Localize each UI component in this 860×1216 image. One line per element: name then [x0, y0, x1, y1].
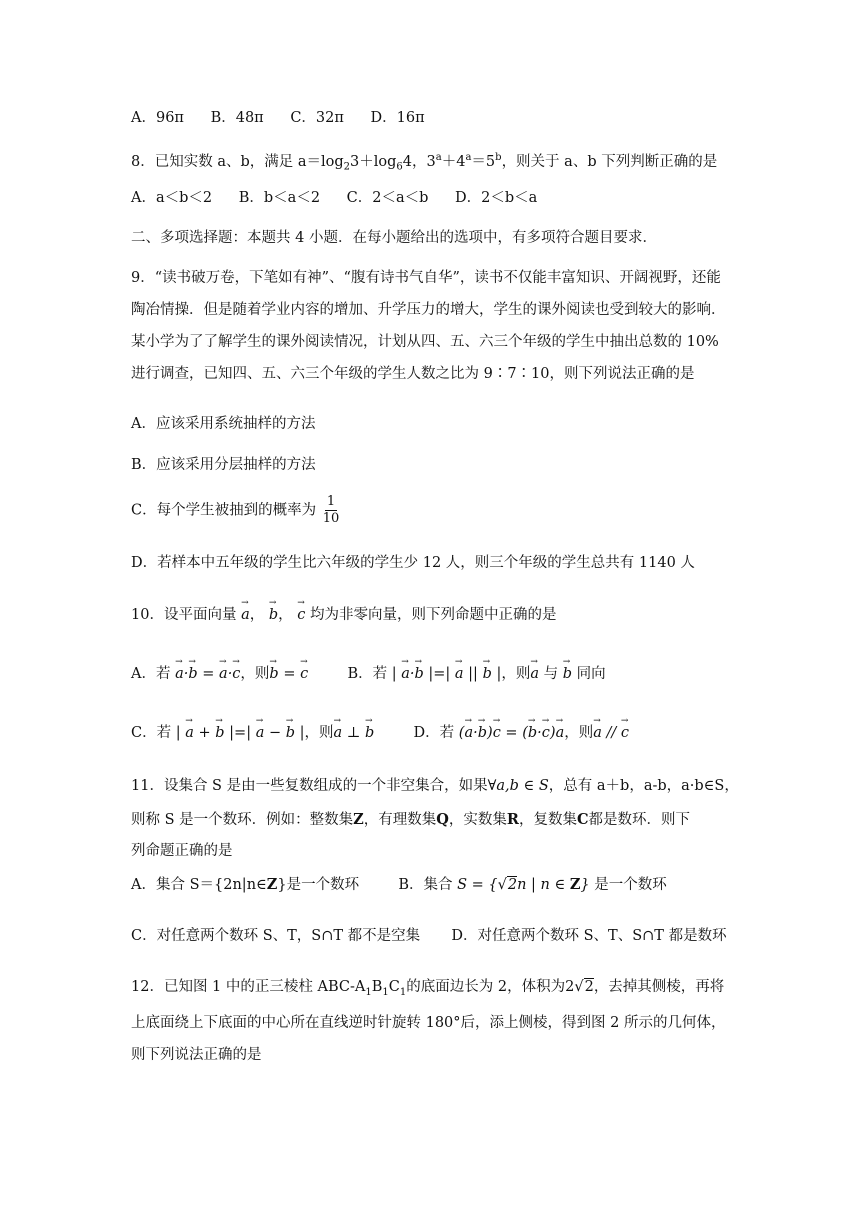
q10-stem-text: 10．设平面向量	[131, 607, 237, 623]
set-c: C	[576, 811, 589, 828]
q8-stem-text: 3＋log	[350, 153, 397, 170]
q8-sup: a	[465, 152, 472, 163]
q11-stem-text: ，实数集	[448, 812, 507, 828]
q8-sub: 6	[396, 161, 403, 173]
set-r: R	[506, 811, 519, 828]
q11-options-cd	[131, 926, 727, 946]
q9-stem: 9．“读书破万卷，下笔如有神”、“腹有诗书气自华”，读书不仅能丰富知识、开阔视野，还能陶冶情操．但是随着学业内容的增加、升学压力的增大，学生的课外阅读也受到较大的影响．某小学为了了解学生的课外阅读情况，计划从四、五、六三个年级的学生中抽出总数的 10%进行调查，已知四、五、六三个年级的学生人数之比为 9∶7∶10，则下列说法正确的是	[131, 270, 726, 382]
q10-option-c-label: C．若	[131, 725, 172, 741]
q12-sub: 1	[365, 986, 372, 998]
q12-stem-text: ，去掉其侧棱，再将	[593, 979, 725, 995]
q11-stem-text: 11．设集合 S 是由一些复数组成的一个非空集合，如果	[131, 778, 488, 794]
q8-stem-text: ＝5	[471, 153, 496, 170]
q12-stem-text: 的底面边长为 2，体积为	[406, 979, 566, 995]
q10-option-d-text: ，则	[564, 725, 594, 741]
q8-stem	[131, 148, 717, 178]
q12-stem-line3: 则下列说法正确的是	[131, 1047, 262, 1063]
q10-option-d-label: D．若	[413, 725, 455, 741]
q8-stem-text: ，则关于 a、b 下列判断正确的是	[501, 153, 718, 170]
q10-stem-text: 均为非零向量，则下列命题中正确的是	[309, 607, 557, 623]
q10-option-b-formula: | → a·→ b |=| → a || → b |	[392, 666, 502, 682]
set-z: Z	[266, 876, 278, 893]
q10-options-cd	[131, 723, 629, 743]
q8-option-a: A．a＜b＜2	[131, 190, 213, 206]
q10-option-b-label: B．若	[347, 666, 388, 682]
q9-option-c-text: C．每个学生被抽到的概率为	[131, 502, 317, 519]
q12-sub: 1	[399, 986, 407, 998]
q10-option-a-formula: → a·→ b = → a·→ c	[175, 666, 240, 682]
q11-stem-line3: 列命题正确的是	[131, 843, 233, 859]
q12-sub: 1	[382, 986, 389, 998]
q11-option-c: C．对任意两个数环 S、T，S∩T 都不是空集	[131, 928, 421, 944]
vector-b: → b	[563, 664, 572, 684]
q9-option-d: D．若样本中五年级的学生比六年级的学生少 12 人，则三个年级的学生总共有 1140 人	[131, 555, 695, 571]
q7-option-d: D．16π	[370, 110, 425, 126]
q8-stem-text: 4，3	[402, 153, 436, 170]
q11-stem-text: ，有理数集	[363, 812, 437, 828]
q8-stem-text: ＋4	[441, 153, 466, 170]
q7-option-c: C．32π	[290, 110, 344, 126]
q10-option-a-text: ，则	[240, 666, 270, 682]
section-heading: 二、多项选择题：本题共 4 小题．在每小题给出的选项中，有多项符合题目要求．	[131, 230, 657, 246]
q11-options-ab	[131, 875, 667, 895]
q11-stem-text: 都是数环．则下	[588, 812, 690, 828]
q8-stem-text: 8．已知实数 a、b，满足 a＝log	[131, 153, 344, 170]
q11-option-b-text: B．集合	[398, 877, 453, 893]
fraction-denominator: 10	[322, 511, 340, 526]
vector-c: → c	[297, 605, 305, 625]
q8-option-c: C．2＜a＜b	[346, 190, 429, 206]
q11-stem-text: 则称 S 是一个数环．例如：整数集	[131, 812, 354, 828]
q7-option-a: A．96π	[131, 110, 184, 126]
q10-stem: 10．设平面向量 → a， → b， → c 均为非零向量，则下列命题中正确的是	[131, 605, 556, 625]
q11-forall-formula: ∀a,b ∈ S	[487, 778, 549, 794]
q11-option-a-text: }是一个数环	[277, 877, 360, 893]
q11-option-d: D．对任意两个数环 S、T、S∩T 都是数环	[451, 928, 727, 944]
q8-option-b: B．b＜a＜2	[238, 190, 321, 206]
set-z: Z	[353, 811, 364, 828]
q11-option-b-formula: S = {√2n | n ∈ Z}	[457, 876, 590, 893]
q11-stem-line1	[131, 776, 739, 796]
q8-options	[131, 188, 537, 208]
q7-options	[131, 108, 425, 128]
q9-option-a: A．应该采用系统抽样的方法	[131, 416, 316, 432]
vector-a: → a	[241, 605, 250, 625]
q11-option-a-text: A．集合 S＝{2n|n∈	[131, 877, 267, 893]
q9-option-b: B．应该采用分层抽样的方法	[131, 457, 316, 473]
q10-option-d-conclusion: → a // → c	[593, 725, 629, 741]
q12-stem-line2: 上底面绕上下底面的中心所在直线逆时针旋转 180°后，添上侧棱，得到图 2 所示的几何体，	[131, 1015, 726, 1031]
q10-option-d-formula: (→ a·→ b)→ c = (→ b·→ c)→ a	[459, 725, 564, 741]
q10-options-ab: A．若 → a·→ b = → a·→ c，则→ b = → c B．若 | → a·→ b |=| → a || → b |，则→ a 与 → b 同向	[131, 664, 606, 684]
q11-stem-text: ，复数集	[518, 812, 577, 828]
q8-sub: 2	[343, 161, 351, 173]
q10-option-b-text: 同向	[576, 666, 606, 682]
q8-option-d: D．2＜b＜a	[455, 190, 538, 206]
q10-option-c-text: ，则	[304, 725, 334, 741]
q10-option-b-text: ，则	[501, 666, 531, 682]
q8-sup: b	[495, 152, 502, 163]
q8-sup: a	[435, 152, 442, 163]
fraction	[321, 494, 342, 527]
q11-stem-line2	[131, 810, 690, 830]
q12-stem-line1: 12．已知图 1 中的正三棱柱 ABC-$A_1B_1C_1$的底面边长为 2，体积为2√2，去掉其侧棱，再将	[131, 979, 725, 998]
q10-option-c-formula: | → a + → b |=| → a − → b |	[176, 725, 305, 741]
q7-option-b: B．48π	[210, 110, 264, 126]
vector-a: → a	[530, 664, 539, 684]
vector-b: → b	[269, 605, 278, 625]
q11-stem-text: ，总有 a＋b，a-b，a·b∈S，	[548, 778, 739, 794]
q12-volume-formula: 2√2	[565, 979, 594, 995]
q10-option-a-conclusion: → b = → c	[269, 666, 308, 682]
q10-option-c-conclusion: → a ⊥ → b	[334, 725, 375, 741]
fraction-numerator: 1	[326, 494, 336, 509]
q11-option-b-text: 是一个数环	[594, 877, 667, 893]
q10-option-a-label: A．若	[131, 666, 171, 682]
q9-option-c	[131, 494, 341, 527]
q12-stem-text: 12．已知图 1 中的正三棱柱 ABC-A	[131, 979, 366, 995]
set-q: Q	[436, 811, 449, 828]
